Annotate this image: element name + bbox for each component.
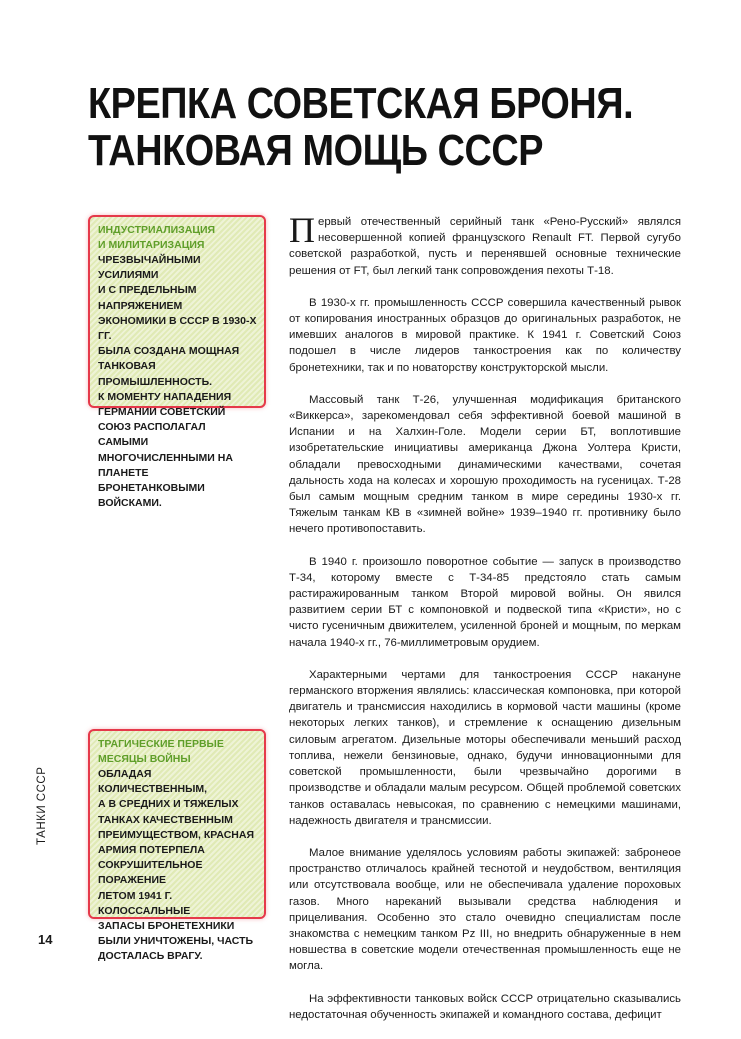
article-paragraph	[289, 210, 681, 279]
article-paragraph: На эффективности танковых войск СССР отрицательно сказывались недостаточная обученность экипажей и командного состава, дефицит	[289, 992, 681, 1021]
title-line-2: ТАНКОВАЯ МОЩЬ СССР	[88, 126, 544, 175]
section-side-label: ТАНКИ СССР	[36, 766, 48, 845]
article-paragraph: В 1940 г. произошло поворотное событие — запуск в производство Т-34, которому вместе с Т-34-85 предстояло стать самым растиражированным танком Второй мировой войны. Он явился развитием серии БТ с компоновкой и подвеской типа «Кристи», но с чисто гусеничным движителем, усиленной броней и мощным, по меркам начала 1940-х гг., 76-миллиметровым орудием.	[289, 555, 681, 649]
article-paragraph: Характерными чертами для танкостроения СССР накануне германского вторжения являлись: классическая компоновка, при которой двигатель и трансмиссия находились в кормовой части машины (кроме некоторых легких танков), и стремление к оснащению дизельным силовым агрегатом. Дизельные моторы обеспечивали меньший расход топлива, нежели бензиновые, однако, будучи инновационными для советской промышленности, были чрезвычайно дорогими в производстве и обладали малым ресурсом. Общей проблемой советских танков оставалась невысокая, по сравнению с немецкими машинами, надежность двигателя и трансмиссии.	[289, 668, 681, 827]
title-line-1: КРЕПКА СОВЕТСКАЯ БРОНЯ.	[88, 79, 634, 128]
sidebar-box-tragic-months	[88, 729, 266, 963]
article-paragraph: В 1930-х гг. промышленность СССР совершила качественный рывок от копирования иностранных образцов до оригинальных разработок, не имевших аналогов в мировой практике. К 1941 г. Советский Союз подошел в числе лидеров танкостроения как по количеству бронетехники, так и по новаторству конструкторской мысли.	[289, 296, 681, 374]
sidebar-box-body: ОБЛАДАЯ КОЛИЧЕСТВЕННЫМ, А В СРЕДНИХ И ТЯЖЕЛЫХ ТАНКАХ КАЧЕСТВЕННЫМ ПРЕИМУЩЕСТВОМ, КРАСНАЯ АРМИЯ ПОТЕРПЕЛА СОКРУШИТЕЛЬНОЕ ПОРАЖЕНИЕ ЛЕТОМ 1941 Г. КОЛОССАЛЬНЫЕ ЗАПАСЫ БРОНЕТЕХНИКИ БЫЛИ УНИЧТОЖЕНЫ, ЧАСТЬ ДОСТАЛАСЬ ВРАГУ.	[98, 768, 254, 963]
sidebar-box-body: ЧРЕЗВЫЧАЙНЫМИ УСИЛИЯМИ И С ПРЕДЕЛЬНЫМ НАПРЯЖЕНИЕМ ЭКОНОМИКИ В СССР В 1930-Х ГГ. БЫЛА СОЗДАНА МОЩНАЯ ТАНКОВАЯ ПРОМЫШЛЕННОСТЬ. К МОМЕНТУ НАПАДЕНИЯ ГЕРМАНИИ СОВЕТСКИЙ СОЮЗ РАСПОЛАГАЛ САМЫМИ МНОГОЧИСЛЕННЫМИ НА ПЛАНЕТЕ БРОНЕТАНКОВЫМИ ВОЙСКАМИ.	[98, 254, 257, 510]
first-paragraph-text: ервый отечественный серийный танк «Рено-Русский» являлся несовершенной копией французского Renault FT. Первой сугубо советской разработкой, пусть и перенявшей основные технические решения от FT, был легкий танк сопровождения пехоты Т-18.	[289, 216, 681, 277]
sidebar-box-heading: ТРАГИЧЕСКИЕ ПЕРВЫЕ МЕСЯЦЫ ВОЙНЫ	[98, 738, 224, 765]
article-body	[289, 210, 681, 1039]
page-number: 14	[38, 932, 53, 947]
drop-cap: П	[289, 210, 315, 250]
sidebar-box-heading: ИНДУСТРИАЛИЗАЦИЯ И МИЛИТАРИЗАЦИЯ	[98, 224, 216, 251]
article-paragraph: Массовый танк Т-26, улучшенная модификация британского «Виккерса», зарекомендовал себя эффективной боевой машиной в Испании и на Халхин-Голе. Модели серии БТ, воплотившие изобретательские инициативы американца Джона Уолтера Кристи, обладали превосходными динамическими качествами, сочетая дальность хода на колесах и хорошую проходимость на гусеницах. Т-28 был самым мощным средним танком в мире середины 1930-х гг. Тяжелым танкам КВ в «зимней войне» 1939–1940 гг. противнику было нечего противопоставить.	[289, 393, 681, 536]
article-paragraph: Малое внимание уделялось условиям работы экипажей: забронеое пространство отличалось крайней теснотой и неудобством, вентиляция или отсутствовала вообще, или не обеспечивала удаление пороховых газов. Много нареканий вызывали средства наблюдения и прицеливания. Особенно это стало очевидно специалистам после знакомства с немецким танком Pz III, но внедрить обнаруженные в нем новшества в советские модели отечественная промышленность еще не могла.	[289, 846, 681, 973]
page-title	[88, 79, 634, 175]
sidebar-box-industrialization	[88, 215, 266, 510]
